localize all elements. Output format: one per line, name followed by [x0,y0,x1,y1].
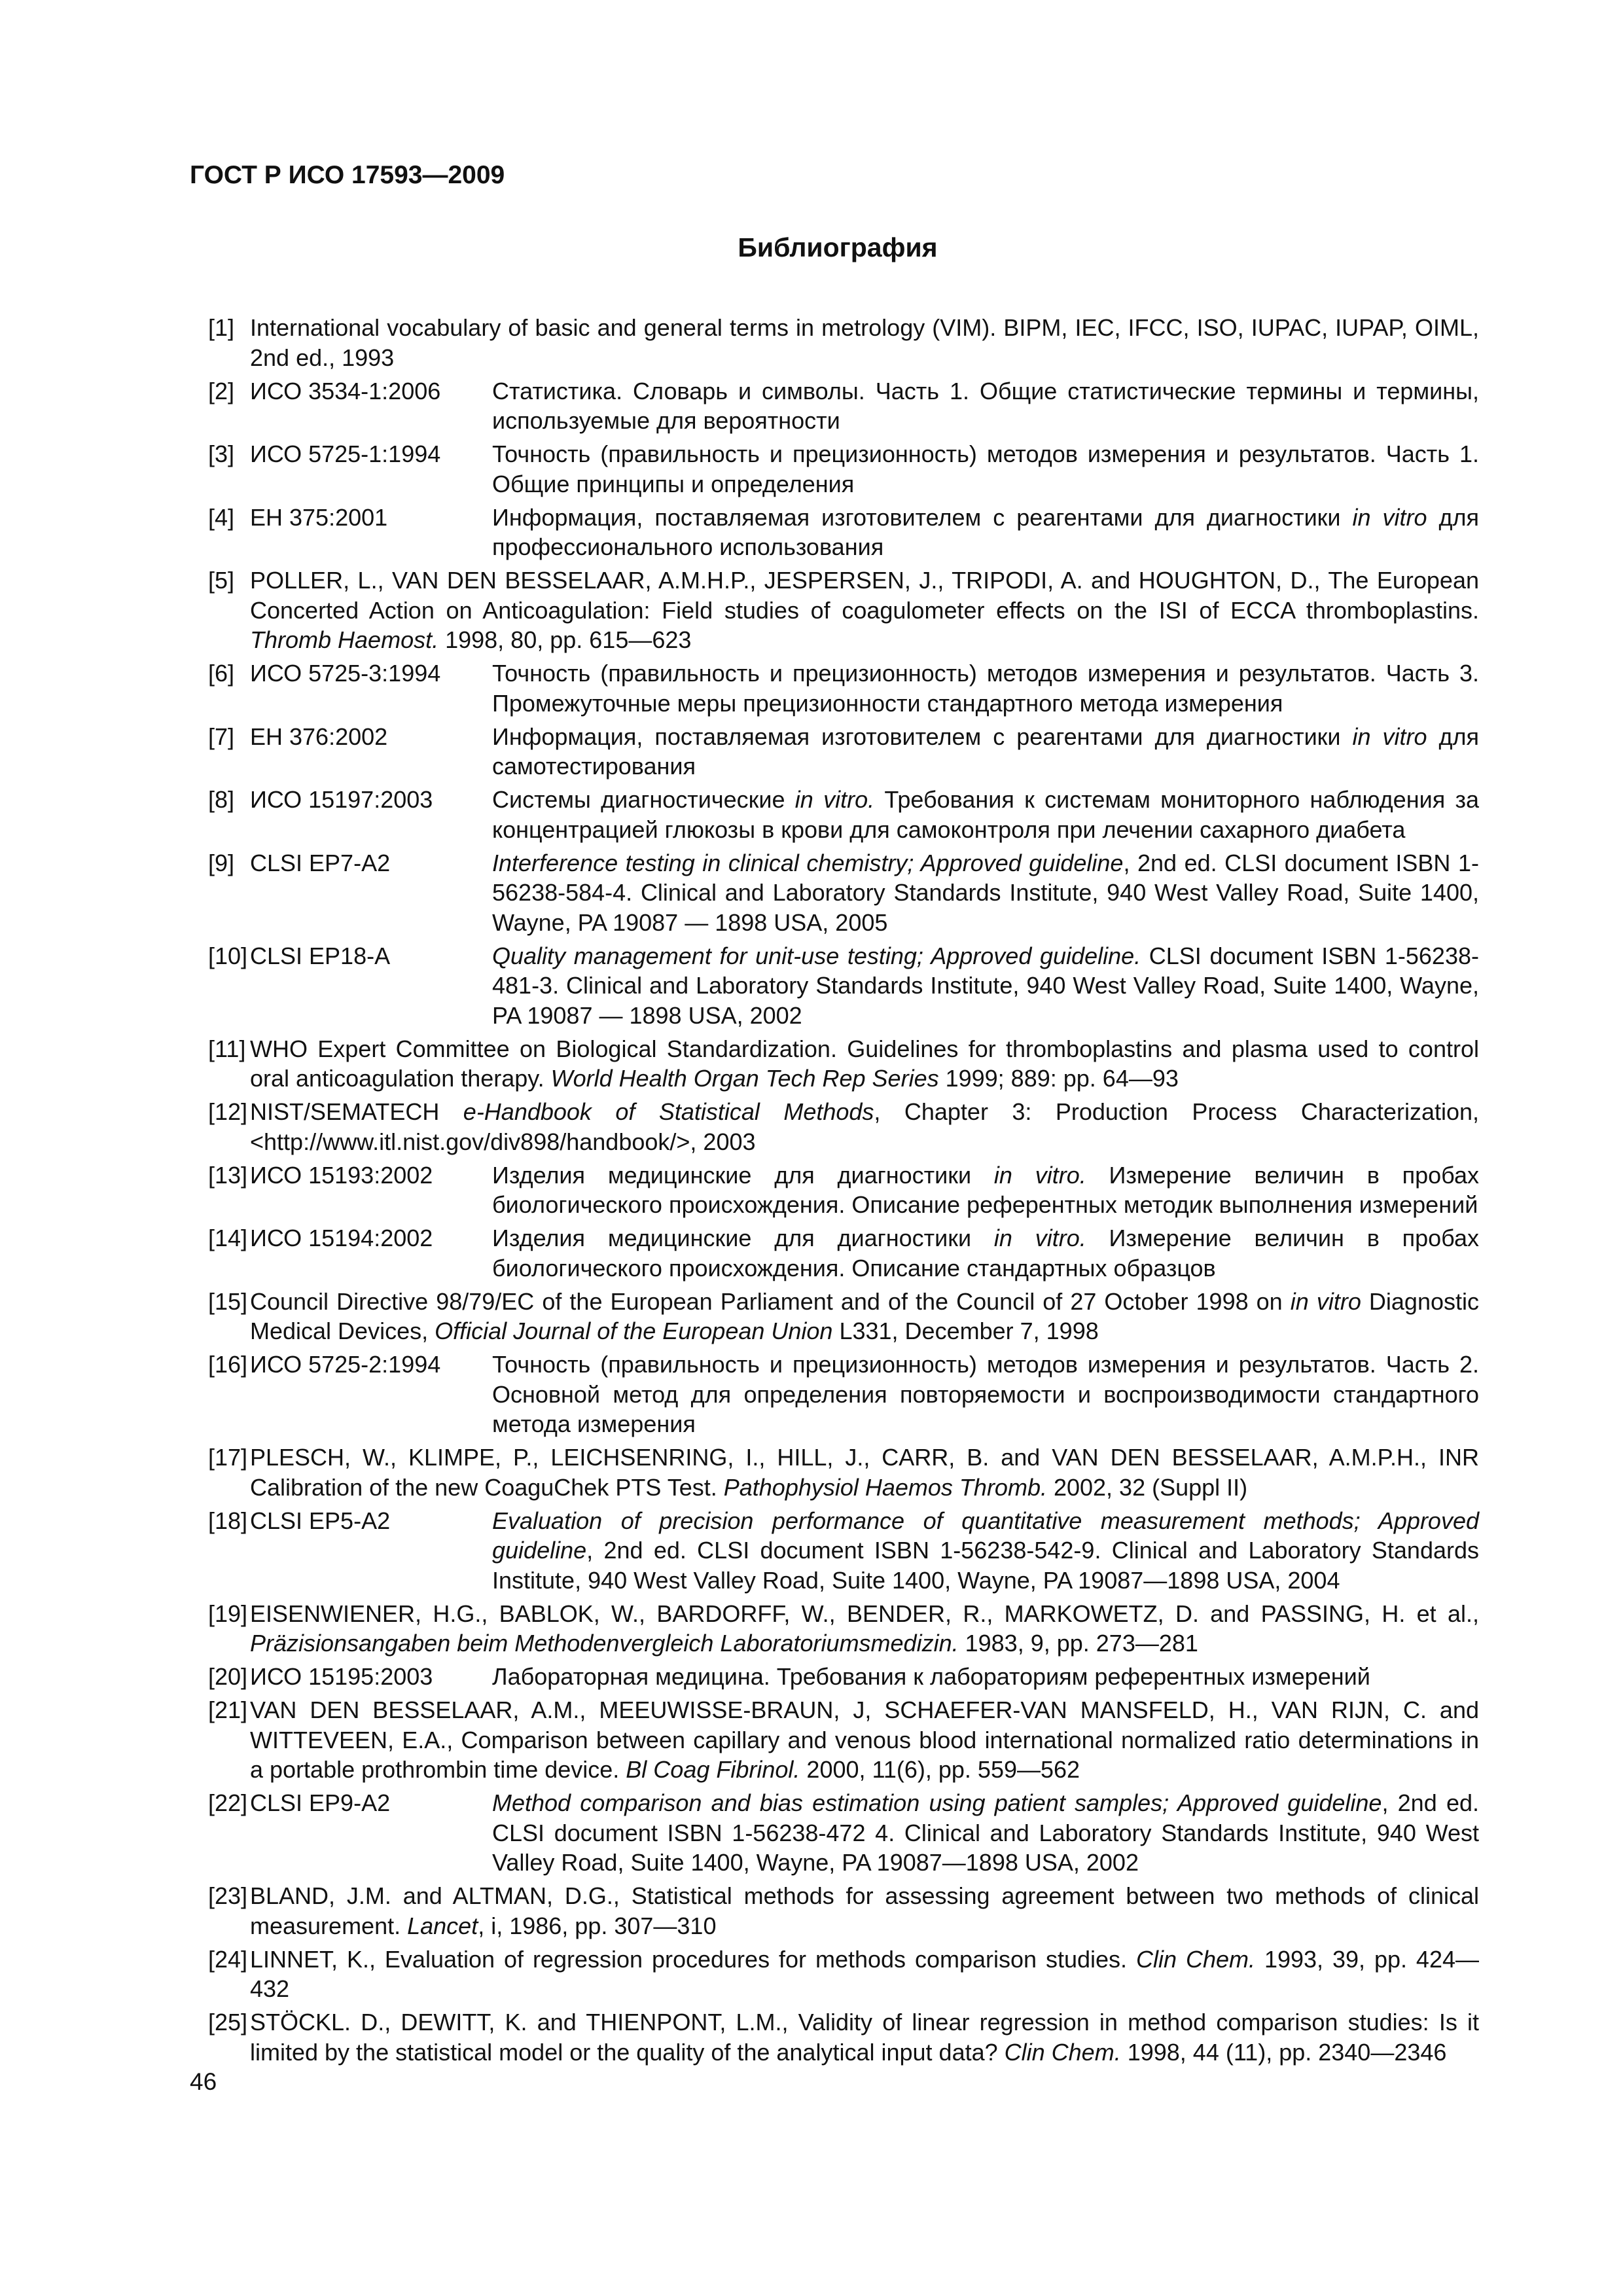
entry-text [492,1662,1479,1692]
entry-number: [19] [208,1600,248,1627]
bibliography-entry [208,658,1479,718]
entry-text [250,565,1479,655]
bibliography-entry [208,722,1479,781]
entry-text-segment: LINNET, K., Evaluation of regression procedures for methods comparison studies. [250,1945,1136,1973]
bibliography-entry [208,1599,1479,1659]
entry-number: [8] [208,786,235,813]
entry-number: [9] [208,849,235,876]
entry-text [492,1223,1479,1283]
entry-number: [15] [208,1287,248,1315]
entry-number: [18] [208,1507,248,1534]
bibliography-entry [208,1662,1479,1692]
entry-text-segment: Точность (правильность и прецизионность) методов измерения и результатов. Часть 1. Общие принципы и определения [492,440,1479,497]
entry-number: [7] [208,723,235,750]
entry-text-segment: 1983, 9, pp. 273—281 [958,1630,1198,1657]
bibliography-entry [208,1350,1479,1439]
entry-text-italic: in vitro. [993,1161,1086,1189]
entry-standard-code: CLSI EP7-A2 [250,849,391,876]
entry-number: [11] [208,1035,246,1062]
bibliography-entry [208,565,1479,655]
entry-text [250,1695,1479,1785]
entry-text-segment: Лабораторная медицина. Требования к лабораториям референтных измерений [492,1663,1370,1690]
entry-number: [21] [208,1696,248,1723]
entry-text-segment: WHO Expert Committee on Biological Standardization. Guidelines for thromboplastins and plasma used to control oral anticoagulation therapy. [250,1035,1479,1092]
entry-standard-code: CLSI EP9-A2 [250,1789,391,1816]
entry-number: [23] [208,1882,248,1909]
entry-number: [12] [208,1098,248,1125]
entry-text-segment: POLLER, L., VAN DEN BESSELAAR, A.M.H.P., JESPERSEN, J., TRIPODI, A. and HOUGHTON, D., The European Concerted Action on Anticoagulation: Field studies of coagulometer effects on the ISI of ECCA thromboplastins. [250,567,1479,624]
entry-number: [13] [208,1161,248,1189]
entry-text [492,1160,1479,1220]
entry-text [492,376,1479,436]
entry-text [492,785,1479,844]
entry-text-segment: , 2nd ed. CLSI document ISBN 1-56238-542-9. Clinical and Laboratory Standards Institute, 940 West Valley Road, Suite 1400, Wayne, PA 19087—1898 USA, 2004 [492,1537,1479,1594]
entry-text-segment: для профессионального использования [492,503,1479,560]
entry-text [250,1097,1479,1157]
entry-standard-code: ИСО 5725-2:1994 [250,1351,441,1378]
page-number: 46 [190,2068,217,2095]
entry-text-italic: in vitro. [794,786,875,813]
entry-standard-code: ИСО 5725-1:1994 [250,440,441,467]
bibliography-entry [208,1034,1479,1094]
entry-text [492,1788,1479,1878]
bibliography-entry [208,1223,1479,1283]
entry-text-segment: Информация, поставляемая изготовителем с реагентами для диагностики [492,723,1353,750]
entry-text [250,1881,1479,1941]
entry-number: [2] [208,377,235,404]
entry-text-segment: Статистика. Словарь и символы. Часть 1. Общие статистические термины и термины, используемые для вероятности [492,377,1479,434]
entry-text-italic: Evaluation of precision performance of quantitative measurement methods; Approved guideline [492,1507,1479,1564]
bibliography-entry [208,1695,1479,1785]
entry-text-segment: , 2nd ed. CLSI document ISBN 1-56238-584-4. Clinical and Laboratory Standards Institute, 940 West Valley Road, Suite 1400, Wayne, PA 19087 — 1898 USA, 2005 [492,849,1479,936]
entry-text-segment: 1998, 80, pp. 615—623 [438,626,692,653]
entry-number: [5] [208,567,235,594]
bibliography-entry [208,1160,1479,1220]
bibliography-list [208,313,1479,2071]
bibliography-entry [208,1287,1479,1346]
entry-standard-code: ИСО 15197:2003 [250,786,433,813]
entry-text [250,313,1479,372]
entry-text-segment: , 2nd ed. CLSI document ISBN 1-56238-472 4. Clinical and Laboratory Standards Institute, 940 West Valley Road, Suite 1400, Wayne, PA 19087—1898 USA, 2002 [492,1789,1479,1876]
bibliography-entry [208,2007,1479,2067]
entry-text [492,941,1479,1031]
entry-text [492,658,1479,718]
entry-text-italic: in vitro [1352,723,1427,750]
bibliography-entry [208,1945,1479,2004]
entry-text-segment: Информация, поставляемая изготовителем с реагентами для диагностики [492,503,1353,531]
entry-number: [10] [208,942,248,969]
entry-standard-code: ЕН 375:2001 [250,503,388,531]
entry-text-italic: Lancet [407,1912,478,1939]
entry-text-segment: 1993, 39, pp. 424—432 [250,1945,1479,2002]
entry-text-italic: Method comparison and bias estimation using patient samples; Approved guideline [492,1789,1382,1816]
bibliography-entry [208,1881,1479,1941]
entry-text-segment: BLAND, J.M. and ALTMAN, D.G., Statistical methods for assessing agreement between two methods of clinical measurement. [250,1882,1479,1939]
entry-standard-code: ЕН 376:2002 [250,723,388,750]
entry-text-segment: 1999; 889: pp. 64—93 [938,1065,1179,1092]
bibliography-entry [208,1097,1479,1157]
entry-number: [22] [208,1789,248,1816]
entry-text-italic: Präzisionsangaben beim Methodenvergleich Laboratoriumsmedizin. [250,1630,959,1657]
entry-text-segment: 1998, 44 (11), pp. 2340—2346 [1120,2038,1447,2066]
entry-standard-code: ИСО 5725-3:1994 [250,660,441,687]
entry-standard-code: CLSI EP18-A [250,942,391,969]
entry-number: [3] [208,440,235,467]
entry-number: [4] [208,503,235,531]
entry-text-segment: STÖCKL. D., DEWITT, K. and THIENPONT, L.M., Validity of linear regression in method comparison studies: Is it limited by the statistical model or the quality of the analytical input data? [250,2009,1479,2066]
entry-text-segment: Изделия медицинские для диагностики [492,1161,994,1189]
entry-text-italic: Interference testing in clinical chemistry; Approved guideline [492,849,1124,876]
entry-text-segment: Требования к системам мониторного наблюдения за концентрацией глюкозы в крови для самоконтроля при лечении сахарного диабета [492,786,1479,843]
bibliography-entry [208,313,1479,372]
entry-number: [20] [208,1663,248,1690]
entry-text-italic: in vitro [1352,503,1427,531]
bibliography-entry [208,376,1479,436]
entry-standard-code: ИСО 3534-1:2006 [250,377,441,404]
entry-text [250,1599,1479,1659]
bibliography-entry [208,1506,1479,1596]
entry-text-segment: Системы диагностические [492,786,795,813]
entry-text [250,1034,1479,1094]
entry-text-segment: EISENWIENER, H.G., BABLOK, W., BARDORFF, W., BENDER, R., MARKOWETZ, D. and PASSING, H. et al., [250,1600,1479,1627]
entry-number: [6] [208,660,235,687]
entry-text [492,503,1479,562]
entry-text-italic: e-Handbook of Statistical Methods [463,1098,874,1125]
entry-text-segment: 2002, 32 (Suppl II) [1046,1473,1248,1501]
entry-text [492,1350,1479,1439]
entry-text-segment: Diagnostic Medical Devices, [250,1287,1479,1344]
bibliography-entry [208,941,1479,1031]
entry-text-segment: L331, December 7, 1998 [832,1318,1099,1344]
entry-text [250,1443,1479,1502]
entry-text-segment: International vocabulary of basic and general terms in metrology (VIM). BIPM, IEC, IFCC, ISO, IUPAC, IUPAP, OIML, 2nd ed., 1993 [250,314,1479,371]
entry-text-segment: NIST/SEMATECH [250,1098,463,1125]
entry-text-segment: для самотестирования [492,723,1479,780]
entry-text-segment: Изделия медицинские для диагностики [492,1225,994,1251]
entry-number: [25] [208,2009,248,2036]
entry-text [492,848,1479,938]
entry-text-italic: Clin Chem. [1136,1945,1255,1973]
entry-text-italic: Bl Coag Fibrinol. [626,1756,800,1783]
bibliography-entry [208,848,1479,938]
entry-text-segment: VAN DEN BESSELAAR, A.M., MEEUWISSE-BRAUN, J, SCHAEFER-VAN MANSFELD, H., VAN RIJN, C. and WITTEVEEN, E.A., Comparison between capillary and venous blood international normalized ratio determinations in a portable prothrombin time device. [250,1696,1479,1783]
page-title: Библиография [738,232,938,262]
entry-text-italic: in vitro [1290,1287,1361,1315]
entry-text-segment: Измерение величин в пробах биологического происхождения. Описание референтных методик выполнения измерений [492,1161,1479,1218]
entry-number: [14] [208,1225,248,1251]
entry-text-segment: , Chapter 3: Production Process Characterization, <http://www.itl.nist.gov/div898/handbook/>, 2003 [250,1098,1480,1155]
bibliography-entry [208,1788,1479,1878]
entry-text-italic: Clin Chem. [1004,2038,1121,2066]
entry-number: [1] [208,314,235,341]
entry-text [492,439,1479,499]
entry-number: [17] [208,1444,248,1471]
bibliography-entry [208,785,1479,844]
entry-text-segment: 2000, 11(6), pp. 559—562 [800,1756,1080,1783]
entry-text-segment: Точность (правильность и прецизионность) методов измерения и результатов. Часть 3. Промежуточные меры прецизионности стандартного метода измерения [492,660,1479,717]
entry-text-segment: Точность (правильность и прецизионность) методов измерения и результатов. Часть 2. Основной метод для определения повторяемости и воспроизводимости стандартного метода измерения [492,1351,1479,1437]
bibliography-entry [208,1443,1479,1502]
entry-standard-code: ИСО 15193:2002 [250,1161,433,1189]
entry-text-segment: Council Directive 98/79/EC of the European Parliament and of the Council of 27 October 1998 on [250,1287,1291,1315]
entry-text-segment: , i, 1986, pp. 307—310 [478,1912,717,1939]
entry-standard-code: ИСО 15194:2002 [250,1225,433,1251]
document-header: ГОСТ Р ИСО 17593—2009 [190,161,505,189]
entry-text-segment: Измерение величин в пробах биологического происхождения. Описание стандартных образцов [492,1225,1479,1282]
entry-standard-code: CLSI EP5-A2 [250,1507,391,1534]
entry-text [250,2007,1479,2067]
entry-number: [24] [208,1945,248,1973]
entry-text-italic: Thromb Haemost. [250,626,439,653]
bibliography-entry [208,503,1479,562]
entry-text-italic: Pathophysiol Haemos Thromb. [723,1473,1047,1501]
entry-text [250,1945,1479,2004]
entry-text-segment: CLSI document ISBN 1-56238-481-3. Clinical and Laboratory Standards Institute, 940 West Valley Road, Suite 1400, Wayne, PA 19087 — 1898 USA, 2002 [492,942,1479,1029]
entry-text [492,1506,1479,1596]
entry-text-italic: World Health Organ Tech Rep Series [550,1065,939,1092]
entry-text-italic: Quality management for unit-use testing; Approved guideline. [492,942,1141,969]
entry-text-italic: Official Journal of the European Union [435,1318,833,1344]
entry-number: [16] [208,1351,248,1378]
bibliography-entry [208,439,1479,499]
entry-text [250,1287,1479,1346]
entry-text-italic: in vitro. [993,1225,1086,1251]
entry-text [492,722,1479,781]
entry-text-segment: PLESCH, W., KLIMPE, P., LEICHSENRING, I., HILL, J., CARR, B. and VAN DEN BESSELAAR, A.M.P.H., INR Calibration of the new CoaguChek PTS Test. [250,1444,1479,1501]
entry-standard-code: ИСО 15195:2003 [250,1663,433,1690]
